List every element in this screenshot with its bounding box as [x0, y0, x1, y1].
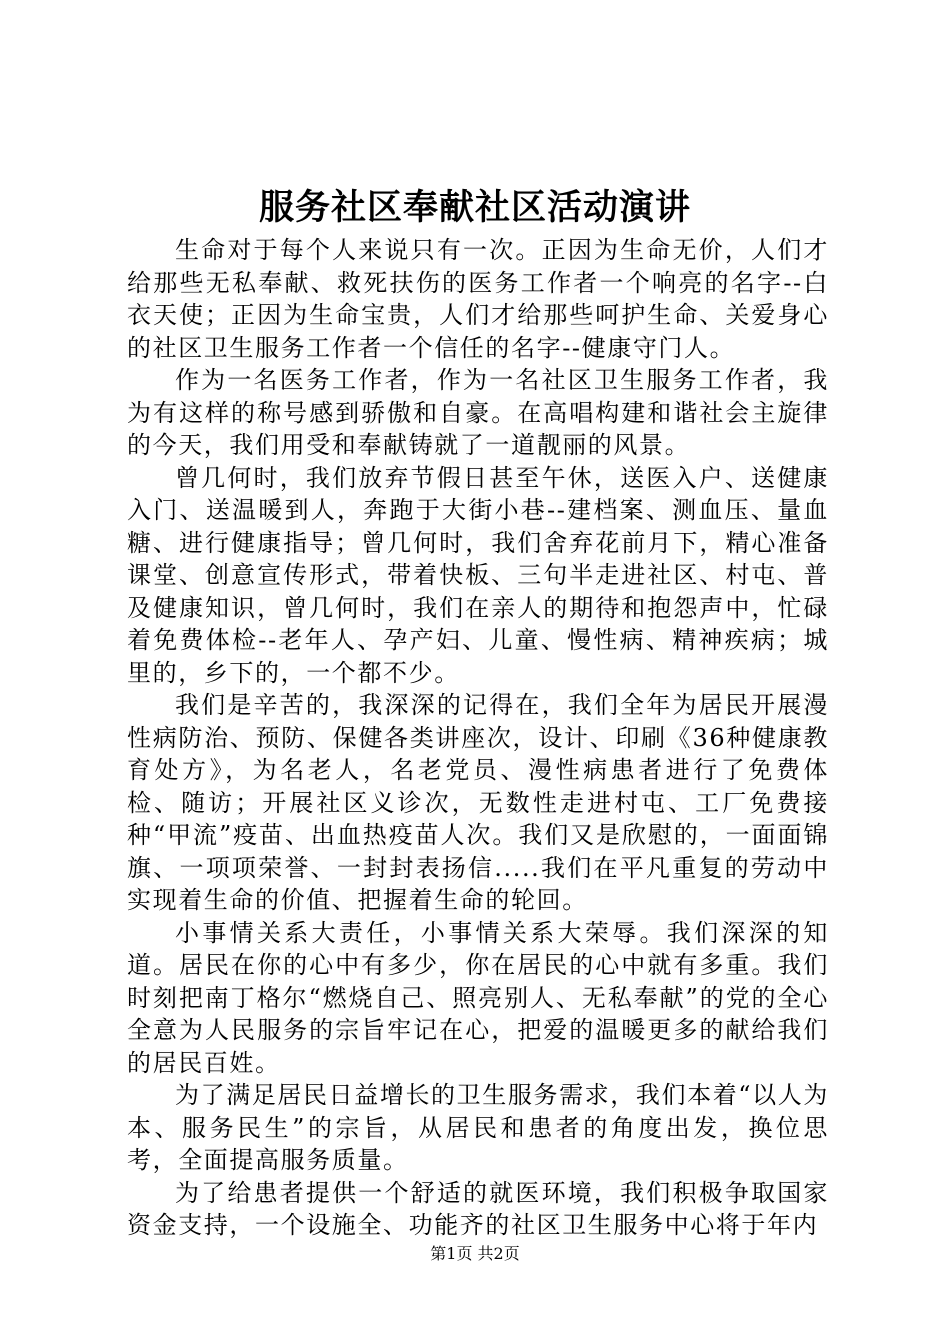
paragraph-7: 为了给患者提供一个舒适的就医环境，我们积极争取国家资金支持，一个设施全、功能齐的社区卫生服务中心将于年内 — [127, 1178, 829, 1239]
page-footer: 第1页 共2页 — [430, 1244, 520, 1263]
document-title: 服务社区奉献社区活动演讲 — [258, 187, 691, 228]
paragraph-5: 小事情关系大责任，小事情关系大荣辱。我们深深的知道。居民在你的心中有多少，你在居民的心中就有多重。我们时刻把南丁格尔“燃烧自己、照亮别人、无私奉献”的党的全心全意为人民服务的宗旨牢记在心，把爱的温暖更多的献给我们的居民百姓。 — [127, 918, 829, 1077]
paragraph-1: 生命对于每个人来说只有一次。正因为生命无价，人们才给那些无私奉献、救死扶伤的医务工作者一个响亮的名字--白衣天使；正因为生命宝贵，人们才给那些呵护生命、关爱身心的社区卫生服务工作者一个信任的名字--健康守门人。 — [127, 236, 829, 362]
paragraph-3: 曾几何时，我们放弃节假日甚至午休，送医入户、送健康入门、送温暖到人，奔跑于大街小巷--建档案、测血压、量血糖、进行健康指导；曾几何时，我们舍弃花前月下，精心准备课堂、创意宣传形式，带着快板、三句半走进社区、村屯、普及健康知识，曾几何时，我们在亲人的期待和抱怨声中，忙碌着免费体检--老年人、孕产妇、儿童、慢性病、精神疾病；城里的，乡下的，一个都不少。 — [127, 463, 829, 687]
paragraph-6: 为了满足居民日益增长的卫生服务需求，我们本着“以人为本、服务民生”的宗旨，从居民和患者的角度出发，换位思考，全面提高服务质量。 — [127, 1081, 829, 1174]
paragraph-4: 我们是辛苦的，我深深的记得在，我们全年为居民开展漫性病防治、预防、保健各类讲座次，设计、印刷《36种健康教育处方》，为名老人，名老党员、漫性病患者进行了免费体检、随访；开展社区义诊次，无数性走进村屯、工厂免费接种“甲流”疫苗、出血热疫苗人次。我们又是欣慰的，一面面锦旗、一项项荣誉、一封封表扬信.....我们在平凡重复的劳动中实现着生命的价值、把握着生命的轮回。 — [127, 691, 829, 914]
document-body — [127, 234, 829, 1242]
paragraph-2: 作为一名医务工作者，作为一名社区卫生服务工作者，我为有这样的称号感到骄傲和自豪。在高唱构建和谐社会主旋律的今天，我们用受和奉献铸就了一道靓丽的风景。 — [127, 366, 829, 459]
